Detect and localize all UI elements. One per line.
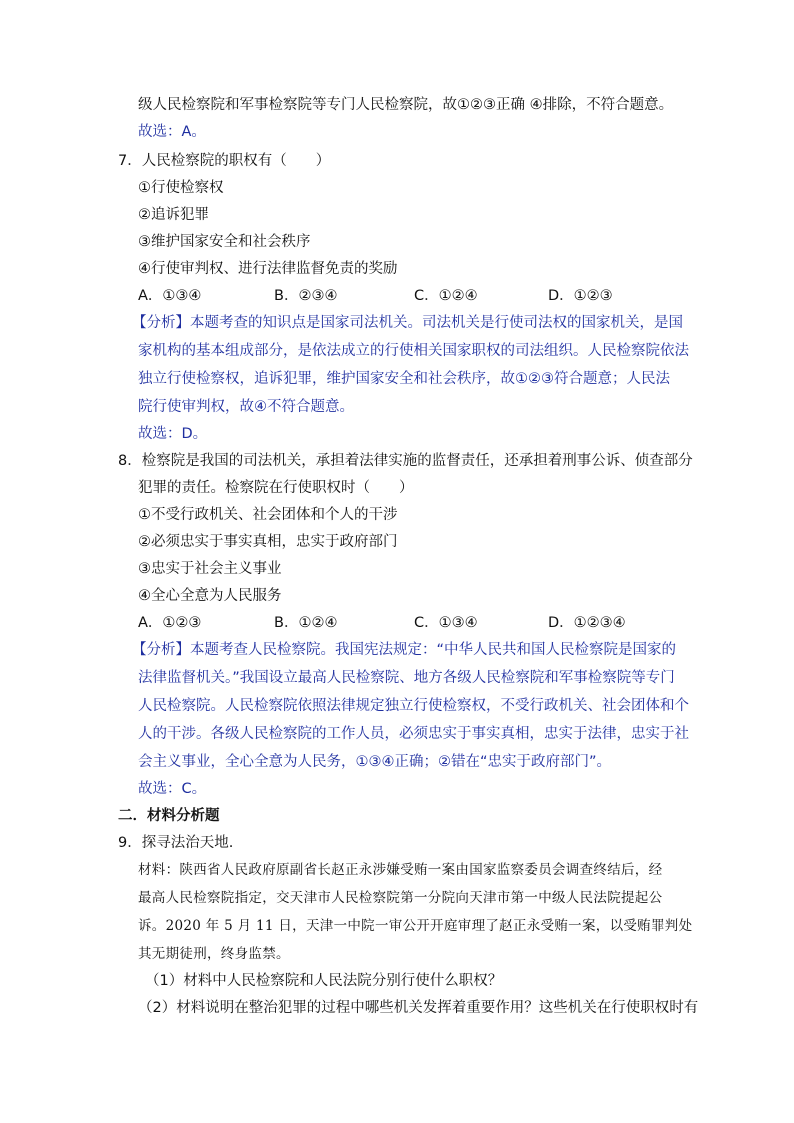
statement-item: ①不受行政机关、社会团体和个人的干涉 <box>138 507 398 523</box>
statement-item: ①行使检察权 <box>138 180 224 196</box>
option-d: D．①②③④ <box>548 615 626 631</box>
option-b: B．①②④ <box>274 615 338 631</box>
answer-choice: 故选：D。 <box>138 426 208 442</box>
analysis-line: 家机构的基本组成部分，是依法成立的行使相关国家职权的司法组织。人民检察院依法 <box>138 343 689 359</box>
statement-item: ③忠实于社会主义事业 <box>138 561 282 577</box>
sub-question: （1）材料中人民检察院和人民法院分别行使什么职权？ <box>145 973 503 989</box>
material-line: 诉。2020 年 5 月 11 日，天津一中院一审公开开庭审理了赵正永受贿一案，以受贿罪判处 <box>138 918 693 934</box>
option-c: C．①③④ <box>414 615 478 631</box>
statement-item: ④全心全意为人民服务 <box>138 588 282 604</box>
material-line: 材料：陕西省人民政府原副省长赵正永涉嫌受贿一案由国家监察委员会调查终结后，经 <box>138 862 663 878</box>
analysis-line: 【分析】本题考查人民检察院。我国宪法规定：“中华人民共和国人民检察院是国家的 <box>132 642 677 658</box>
statement-item: ②追诉犯罪 <box>138 207 209 223</box>
question-9: 9．探寻法治天地. <box>118 835 234 851</box>
statement-item: ③维护国家安全和社会秩序 <box>138 234 311 250</box>
answer-choice: 故选：A。 <box>138 124 206 140</box>
analysis-line: 法律监督机关。”我国设立最高人民检察院、地方各级人民检察院和军事检察院等专门 <box>138 670 675 686</box>
option-b: B．②③④ <box>274 288 338 304</box>
sub-question: （2）材料说明在整治犯罪的过程中哪些机关发挥着重要作用？这些机关在行使职权时有 <box>138 1000 699 1016</box>
material-line: 最高人民检察院指定，交天津市人民检察院第一分院向天津市第一中级人民法院提起公 <box>138 890 663 906</box>
option-a: A．①②③ <box>138 615 202 631</box>
question-7: 7．人民检察院的职权有（ ） <box>118 153 331 169</box>
question-8: 8．检察院是我国的司法机关，承担着法律实施的监督责任，还承担着刑事公诉、侦查部分 <box>118 453 693 469</box>
analysis-line: 院行使审判权，故④不符合题意。 <box>138 399 354 415</box>
option-c: C．①②④ <box>414 288 478 304</box>
answer-choice: 故选：C。 <box>138 781 207 797</box>
question-8-cont: 犯罪的责任。检察院在行使职权时（ ） <box>138 480 414 496</box>
statement-item: ②必须忠实于事实真相，忠实于政府部门 <box>138 534 398 550</box>
option-d: D．①②③ <box>548 288 613 304</box>
answer-line: 级人民检察院和军事检察院等专门人民检察院，故①②③正确 ④排除，不符合题意。 <box>138 97 674 113</box>
analysis-line: 【分析】本题考查的知识点是国家司法机关。司法机关是行使司法权的国家机关，是国 <box>132 315 683 331</box>
option-a: A．①③④ <box>138 288 202 304</box>
section-heading: 二．材料分析题 <box>118 808 220 824</box>
analysis-line: 会主义事业，全心全意为人民务，①③④正确；②错在“忠实于政府部门”。 <box>138 754 612 770</box>
analysis-line: 独立行使检察权，追诉犯罪，维护国家安全和社会秩序，故①②③符合题意；人民法 <box>138 371 670 387</box>
statement-item: ④行使审判权、进行法律监督免责的奖励 <box>138 261 398 277</box>
analysis-line: 人民检察院。人民检察院依照法律规定独立行使检察权，不受行政机关、社会团体和个 <box>138 698 689 714</box>
material-line: 其无期徒刑，终身监禁。 <box>138 946 290 962</box>
analysis-line: 人的干涉。各级人民检察院的工作人员，必须忠实于事实真相，忠实于法律，忠实于社 <box>138 726 689 742</box>
